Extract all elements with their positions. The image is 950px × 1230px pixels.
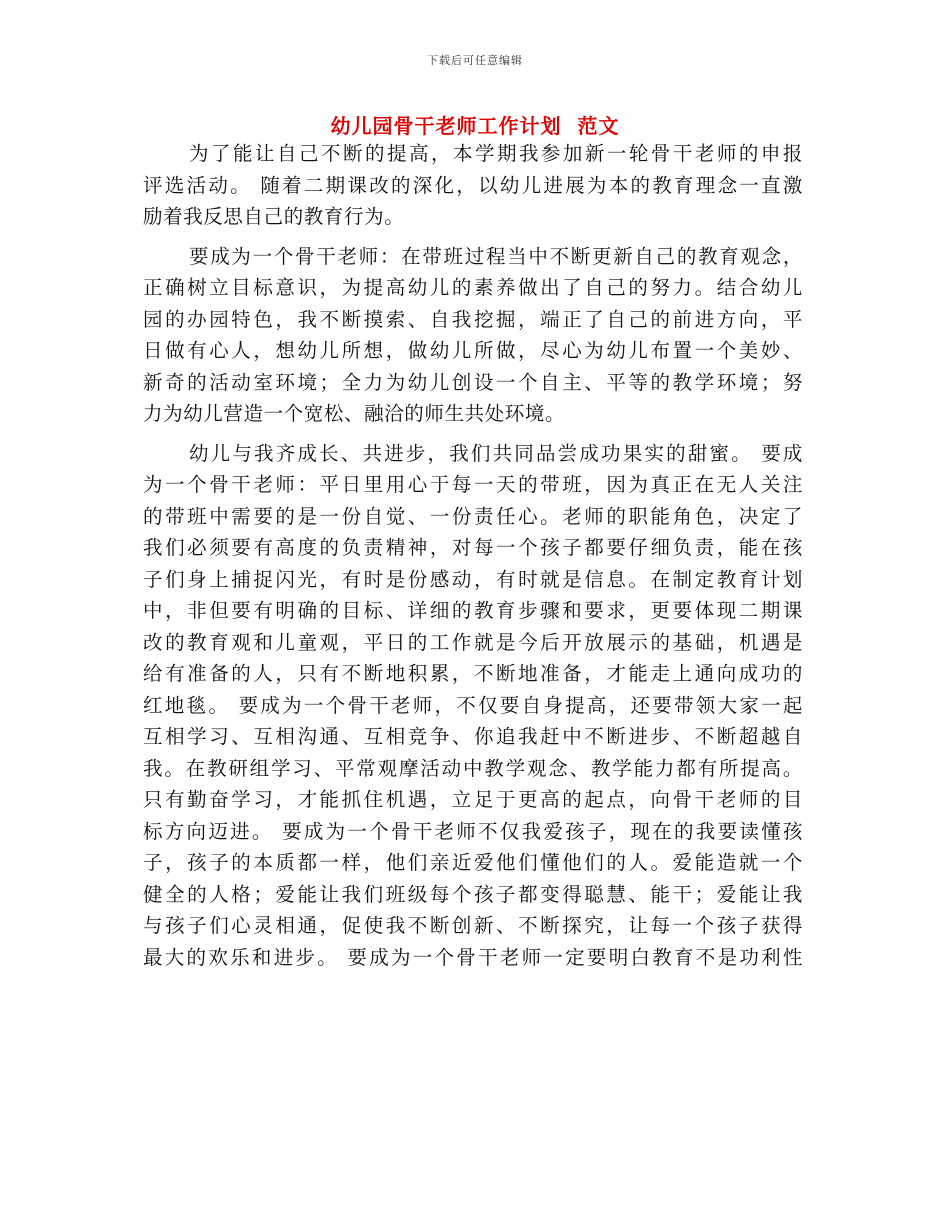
document-title: 幼儿园骨干老师工作计划 范文: [330, 114, 620, 138]
text-line: 的带班中需要的是一份自觉、一份责任心。老师的职能角色，决定了: [143, 504, 803, 528]
paragraph-2: [143, 241, 803, 430]
text-line: 标方向迈进。 要成为一个骨干老师不仅我爱孩子，现在的我要读懂孩: [143, 819, 803, 843]
text-line: 互相学习、互相沟通、互相竞争、你追我赶中不断进步、不断超越自: [143, 725, 803, 748]
text-line: 健全的人格；爱能让我们班级每个孩子都变得聪慧、能干；爱能让我: [143, 882, 803, 906]
document-body: [143, 138, 803, 973]
paragraph-1: [143, 138, 803, 233]
text-line: 正确树立目标意识，为提高幼儿的素养做出了自己的努力。结合幼儿: [143, 276, 803, 299]
text-line: 园的办园特色，我不断摸索、自我挖掘，端正了自己的前进方向，平: [143, 307, 803, 331]
text-line: 子，孩子的本质都一样，他们亲近爱他们懂他们的人。爱能造就一个: [143, 851, 803, 874]
text-line: 与孩子们心灵相通，促使我不断创新、不断探究，让每一个孩子获得: [143, 914, 803, 937]
text-line: 为了能让自己不断的提高，本学期我参加新一轮骨干老师的申报: [189, 142, 803, 165]
text-line: 日做有心人，想幼儿所想，做幼儿所做，尽心为幼儿布置一个美妙、: [143, 339, 803, 362]
paragraph-3: [143, 438, 803, 974]
page-header-note: 下载后可任意编辑: [427, 54, 523, 67]
text-line: 改的教育观和儿童观，平日的工作就是今后开放展示的基础，机遇是: [143, 630, 803, 654]
text-line: 给有准备的人，只有不断地积累，不断地准备，才能走上通向成功的: [143, 662, 803, 685]
text-line: 评选活动。 随着二期课改的深化，以幼儿进展为本的教育理念一直激: [143, 173, 803, 197]
text-line: 最大的欢乐和进步。 要成为一个骨干老师一定要明白教育不是功利性: [143, 945, 803, 969]
text-line: 子们身上捕捉闪光，有时是份感动，有时就是信息。在制定教育计划: [143, 567, 803, 591]
text-line: 要成为一个骨干老师：在带班过程当中不断更新自己的教育观念，: [189, 244, 803, 268]
text-line: 为一个骨干老师：平日里用心于每一天的带班，因为真正在无人关注: [143, 473, 803, 496]
text-line: 新奇的活动室环境；全力为幼儿创设一个自主、平等的教学环境；努: [143, 370, 803, 394]
text-line: 中，非但要有明确的目标、详细的教育步骤和要求，更要体现二期课: [143, 599, 803, 622]
text-line: 励着我反思自己的教育行为。: [143, 205, 405, 228]
text-line: 力为幼儿营造一个宽松、融洽的师生共处环境。: [143, 402, 566, 425]
text-line: 幼儿与我齐成长、共进步，我们共同品尝成功果实的甜蜜。 要成: [189, 441, 803, 465]
text-line: 只有勤奋学习，才能抓住机遇，立足于更高的起点，向骨干老师的目: [143, 788, 803, 811]
text-line: 红地毯。 要成为一个骨干老师，不仅要自身提高，还要带领大家一起: [143, 693, 803, 717]
text-line: 我。在教研组学习、平常观摩活动中教学观念、教学能力都有所提高。: [143, 756, 803, 780]
text-line: 我们必须要有高度的负责精神，对每一个孩子都要仔细负责，能在孩: [143, 536, 803, 559]
